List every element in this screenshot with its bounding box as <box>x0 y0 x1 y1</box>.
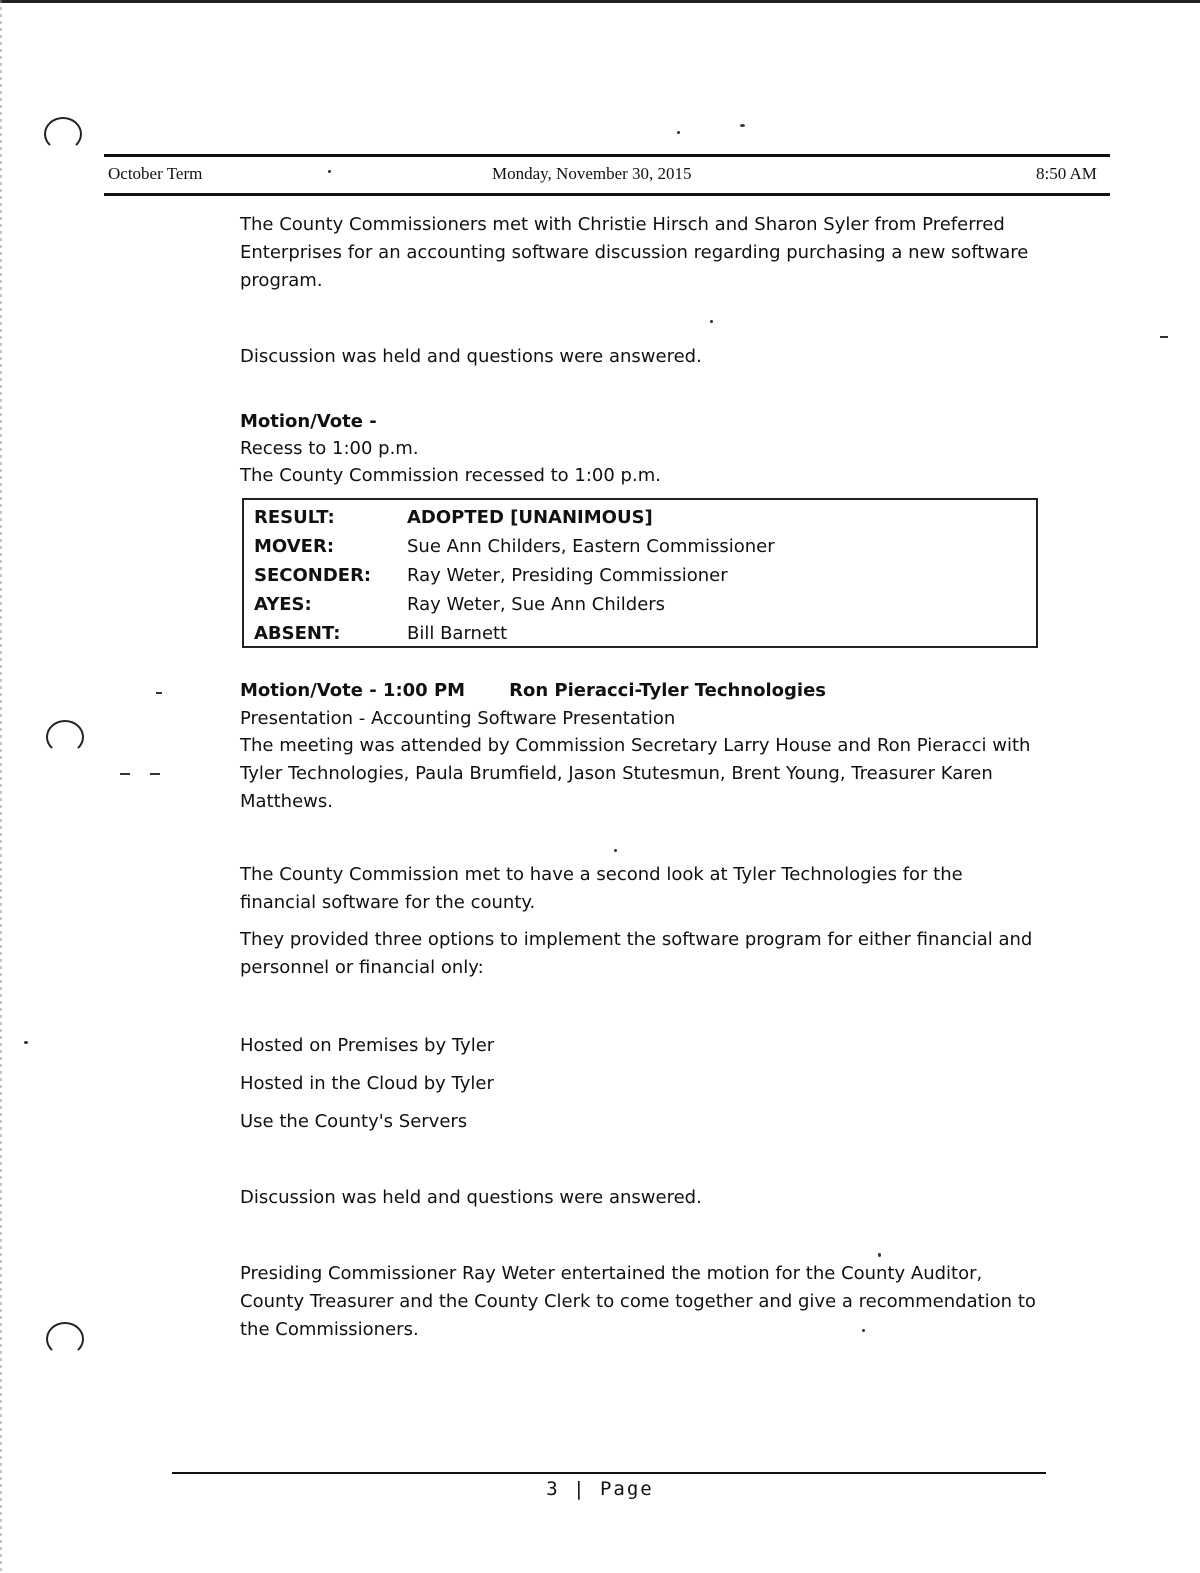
vote-value: Bill Barnett <box>407 623 508 644</box>
closing-paragraph <box>240 1260 1046 1344</box>
vote-value: Ray Weter, Presiding Commissioner <box>407 565 728 586</box>
vote-result-table <box>242 498 1038 648</box>
punch-hole-bottom <box>46 1322 84 1356</box>
scan-dash <box>156 692 162 694</box>
footer-rule <box>172 1472 1046 1474</box>
vote-label: SECONDER: <box>254 565 372 586</box>
scan-speck <box>614 849 617 852</box>
header-bottom-rule <box>104 193 1110 196</box>
header-term: October Term <box>108 164 203 183</box>
intro-paragraph <box>240 211 1040 295</box>
punch-hole-middle <box>46 720 84 754</box>
header-date: Monday, November 30, 2015 <box>492 164 692 183</box>
vote-value: ADOPTED [UNANIMOUS] <box>407 507 653 528</box>
scan-dash <box>150 773 160 775</box>
motion-1 <box>240 408 1050 490</box>
scan-speck <box>878 1253 881 1257</box>
closing-text: Presiding Commissioner Ray Weter entertained the motion for the County Auditor, County Treasurer and the County Clerk to come together and give a recommendation to the Commissioners. <box>240 1263 1036 1340</box>
option-text: Use the County's Servers <box>240 1111 468 1132</box>
header-top-rule <box>104 154 1110 157</box>
discussion-2 <box>240 1184 1050 1212</box>
discussion-2-text: Discussion was held and questions were answered. <box>240 1187 702 1208</box>
motion-2-title: Motion/Vote - 1:00 PM <box>240 680 466 701</box>
motion-1-title: Motion/Vote - <box>240 411 377 432</box>
motion-1-line-2: The County Commission recessed to 1:00 p.m. <box>240 465 661 486</box>
purpose-paragraph <box>240 861 1000 917</box>
scan-speck <box>24 1041 28 1044</box>
scan-dash <box>1160 336 1168 338</box>
option-item <box>240 1108 1050 1136</box>
motion-2-presenter: Ron Pieracci-Tyler Technologies <box>509 680 827 701</box>
options-intro-text: They provided three options to implement the software program for either financial and personnel or financial only: <box>240 929 1033 978</box>
vote-label: ABSENT: <box>254 623 341 644</box>
purpose-text: The County Commission met to have a second look at Tyler Technologies for the financial software for the county. <box>240 864 963 913</box>
scan-speck <box>328 170 331 173</box>
discussion-1-text: Discussion was held and questions were answered. <box>240 346 702 367</box>
scan-speck <box>677 131 680 134</box>
motion-2-heading <box>240 677 1060 733</box>
motion-2-presentation: Presentation - Accounting Software Presentation <box>240 708 676 729</box>
vote-label: MOVER: <box>254 536 335 557</box>
vote-value: Sue Ann Childers, Eastern Commissioner <box>407 536 775 557</box>
attendees-paragraph <box>240 732 1040 816</box>
header-time: 8:50 AM <box>1036 164 1097 183</box>
scan-speck <box>710 320 713 323</box>
vote-value: Ray Weter, Sue Ann Childers <box>407 594 666 615</box>
discussion-1 <box>240 343 1050 371</box>
option-text: Hosted in the Cloud by Tyler <box>240 1073 494 1094</box>
option-item <box>240 1070 1050 1098</box>
vote-label: AYES: <box>254 594 312 615</box>
page-top-edge <box>0 0 1200 3</box>
motion-1-line-1: Recess to 1:00 p.m. <box>240 438 419 459</box>
option-item <box>240 1032 1050 1060</box>
scan-speck <box>740 124 745 127</box>
punch-hole-top <box>44 117 82 151</box>
intro-text: The County Commissioners met with Christie Hirsch and Sharon Syler from Preferred Enterprises for an accounting software discussion regarding purchasing a new software program. <box>240 214 1029 291</box>
scan-dash <box>120 773 130 775</box>
attendees-text: The meeting was attended by Commission Secretary Larry House and Ron Pieracci with Tyler Technologies, Paula Brumfield, Jason Stutesmun, Brent Young, Treasurer Karen Matthews. <box>240 735 1031 812</box>
vote-label: RESULT: <box>254 507 335 528</box>
options-intro-paragraph <box>240 926 1052 982</box>
option-text: Hosted on Premises by Tyler <box>240 1035 495 1056</box>
page-number: 3 | Page <box>546 1478 654 1500</box>
page-left-edge <box>0 0 2 1573</box>
